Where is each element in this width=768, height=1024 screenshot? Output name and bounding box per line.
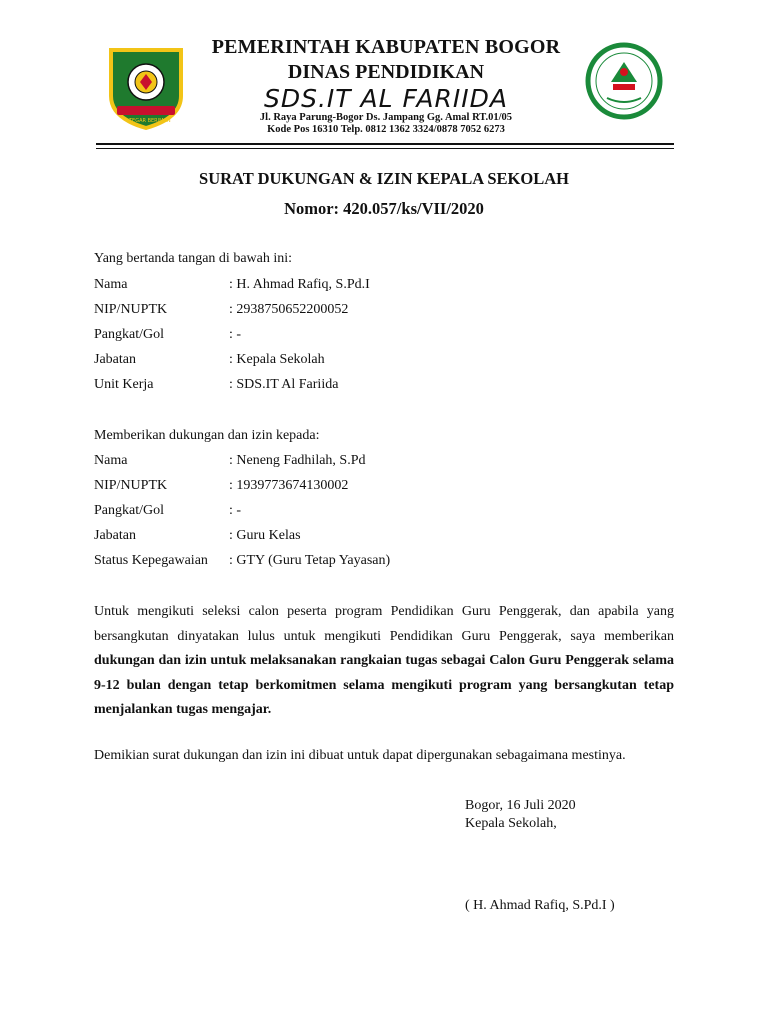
recipient-value: : GTY (Guru Tetap Yayasan): [229, 553, 391, 568]
signer-value: : SDS.IT Al Fariida: [229, 377, 339, 392]
recipient-label: Nama: [94, 453, 128, 468]
header-department: DINAS PENDIDIKAN: [287, 61, 485, 83]
signature-name: ( H. Ahmad Rafiq, S.Pd.I ): [465, 898, 615, 913]
logo-ribbon-text: TEGAR BERIMAN: [129, 118, 171, 124]
header-rule-thin: [96, 148, 674, 149]
intro-recipient: Memberikan dukungan dan izin kepada:: [94, 428, 320, 443]
signer-value: : H. Ahmad Rafiq, S.Pd.I: [229, 277, 370, 292]
recipient-value: : Guru Kelas: [229, 528, 301, 543]
letter-number: Nomor: 420.057/ks/VII/2020: [284, 199, 484, 218]
recipient-value: : -: [229, 503, 242, 518]
recipient-label: Pangkat/Gol: [94, 503, 164, 518]
recipient-value: : 1939773674130002: [229, 478, 349, 493]
header-school-name: SDS.IT AL FARIIDA: [264, 84, 508, 113]
letter-title: SURAT DUKUNGAN & IZIN KEPALA SEKOLAH: [199, 169, 569, 188]
header-rule-thick: [96, 143, 674, 145]
signer-label: Jabatan: [94, 352, 136, 367]
body-bold-text: dukungan dan izin untuk melaksanakan rangkaian tugas sebagai Calon Guru Penggerak selama 9-12 bulan dengan tetap berkomitmen selama mengikuti program yang bersangkutan tetap menjalankan tugas mengajar.: [94, 653, 674, 717]
signature-position: Kepala Sekolah,: [465, 816, 557, 831]
recipient-value: : Neneng Fadhilah, S.Pd: [229, 453, 366, 468]
recipient-label: NIP/NUPTK: [94, 478, 168, 493]
header-contact: Kode Pos 16310 Telp. 0812 1362 3324/0878 7052 6273: [267, 124, 505, 135]
recipient-label: Status Kepegawaian: [94, 553, 208, 568]
header-address: Jl. Raya Parung-Bogor Ds. Jampang Gg. Amal RT.01/05: [259, 112, 513, 123]
intro-signer: Yang bertanda tangan di bawah ini:: [94, 251, 293, 266]
recipient-label: Jabatan: [94, 528, 136, 543]
al-fariida-logo: [585, 42, 663, 120]
signer-label: Nama: [94, 277, 128, 292]
signature-place-date: Bogor, 16 Juli 2020: [465, 798, 576, 813]
body-paragraph: [94, 600, 674, 723]
body-normal-text: Untuk mengikuti seleksi calon peserta program Pendidikan Guru Penggerak, dan apabila yang bersangkutan dinyatakan lulus untuk mengikuti Pendidikan Guru Penggerak, saya memberikan: [94, 604, 674, 644]
header-government: PEMERINTAH KABUPATEN BOGOR: [211, 36, 561, 58]
signer-value: : Kepala Sekolah: [229, 352, 325, 367]
closing-paragraph: Demikian surat dukungan dan izin ini dibuat untuk dapat dipergunakan sebagaimana mestinya.: [94, 748, 626, 763]
signer-value: : 2938750652200052: [229, 302, 349, 317]
signer-value: : -: [229, 327, 242, 342]
al-fariida-emblem-icon: [585, 42, 663, 120]
signer-label: NIP/NUPTK: [94, 302, 168, 317]
signer-label: Unit Kerja: [94, 377, 154, 392]
signer-label: Pangkat/Gol: [94, 327, 164, 342]
bogor-regency-logo: [103, 44, 189, 130]
